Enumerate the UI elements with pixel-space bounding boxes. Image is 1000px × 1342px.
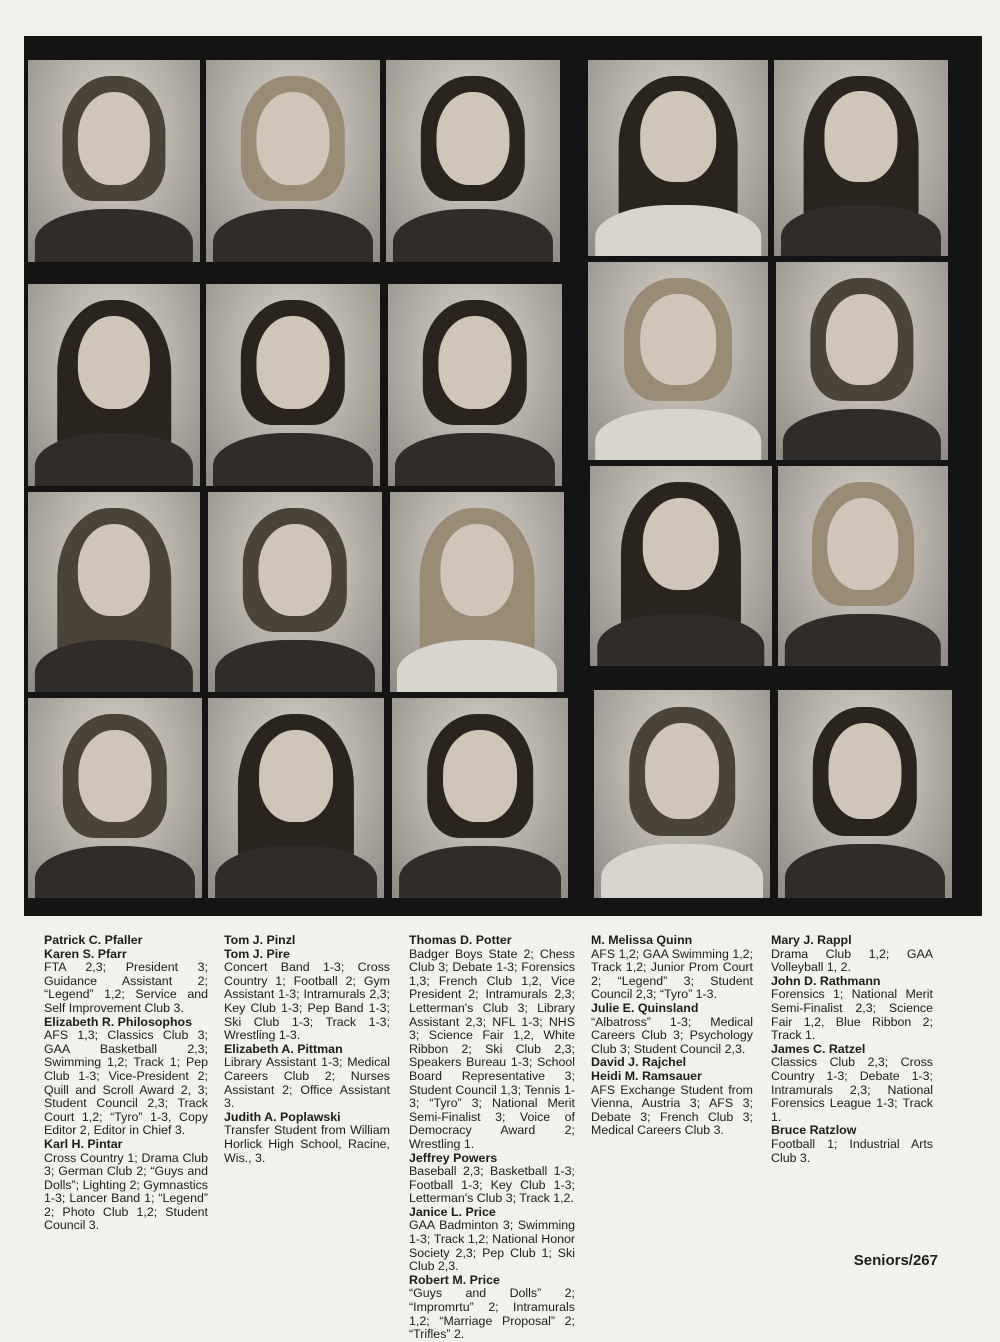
student-name: Jeffrey Powers [409,1150,498,1165]
portrait-photo [388,284,562,486]
portrait-photo [386,60,560,262]
student-name: Tom J. Pire [224,946,290,961]
portrait-photo [594,690,770,898]
student-name: John D. Rathmann [771,973,881,988]
student-name: Mary J. Rappl [771,933,852,947]
student-name: Bruce Ratzlow [771,1123,857,1138]
portrait-photo [208,698,384,898]
caption-column [771,934,933,1165]
student-name: Thomas D. Potter [409,933,512,947]
student-activities: “Albatross” 1-3; Medical Careers Club 3; Psychology Club 3; Student Council 2,3. [591,1014,753,1056]
student-activities: “Guys and Dolls” 2; “Impromrtu” 2; Intramurals 1,2; “Marriage Proposal” 2; “Trifles” 2. [409,1286,575,1342]
portrait-photo [588,60,768,256]
caption-column [224,934,390,1165]
caption-column [44,934,208,1233]
portrait-photo [206,284,380,486]
portrait-photo [28,492,200,692]
student-name: Judith A. Poplawski [224,1109,341,1124]
student-activities: Forensics 1; National Merit Semi-Finalist 2,3; Science Fair 1,2, Blue Ribbon 2; Track 1. [771,987,933,1043]
portrait-photo [390,492,564,692]
student-activities: Badger Boys State 2; Chess Club 3; Debate 1-3; Forensics 1,3; French Club 1,2, Vice President 2; Intramurals 2,3; Letterman's Club 3; Library Assistant 2,3; NFL 1-3; NHS 3; Science Fair 1,2, White Ribbon 2; Ski Club 2,3; Speakers Bureau 1-3; School Board Representative 3; Student Council 1,3; Tennis 1-3; “Tyro” 3; National Merit Semi-Finalist 3; Voice of Democracy Award 2; Wrestling 1. [409,946,575,1151]
student-activities: AFS 1,3; Classics Club 3; GAA Basketball 2,3; Swimming 1,2; Track 1; Pep Club 1-3; Vice-President 2; Quill and Scroll Award 2, 3; Student Council 2,3; Track Court 1,2; “Tyro” 1-3, Copy Editor 2, Editor in Chief 3. [44,1028,208,1138]
student-name: Tom J. Pinzl [224,933,296,947]
student-name: Elizabeth A. Pittman [224,1041,343,1056]
student-activities: AFS Exchange Student from Vienna, Austria 3; AFS 3; Debate 3; French Club 3; Medical Careers Club 3. [591,1082,753,1138]
student-activities: Concert Band 1-3; Cross Country 1; Football 2; Gym Assistant 1-3; Intramurals 2,3; Key Club 1-3; Pep Band 1-3; Ski Club 1-3; Track 1-3; Wrestling 1-3. [224,960,390,1043]
portrait-photo [28,698,202,898]
student-name: Julie E. Quinsland [591,1000,699,1015]
student-activities: Classics Club 2,3; Cross Country 1-3; Debate 1-3; Intramurals 2,3; National Forensics League 1-3; Track 1. [771,1055,933,1124]
student-name: David J. Rajchel [591,1055,687,1070]
student-name: Heidi M. Ramsauer [591,1068,702,1083]
portrait-photo [28,284,200,486]
student-name: Karl H. Pintar [44,1136,123,1151]
caption-column [591,934,753,1138]
student-activities: Football 1; Industrial Arts Club 3. [771,1136,933,1165]
portrait-photo [588,262,768,460]
portrait-photo [778,466,948,666]
student-activities: Library Assistant 1-3; Medical Careers Club 2; Nurses Assistant 2; Office Assistant 3. [224,1055,390,1111]
student-name: M. Melissa Quinn [591,933,693,947]
student-activities: Transfer Student from William Horlick High School, Racine, Wis., 3. [224,1123,390,1165]
portrait-photo [392,698,568,898]
portrait-photo [778,690,952,898]
student-name: Karen S. Pfarr [44,946,127,961]
student-activities: AFS 1,2; GAA Swimming 1,2; Track 1,2; Junior Prom Court 2; “Legend” 3; Student Council 2,3; “Tyro” 1-3. [591,946,753,1002]
student-activities: Drama Club 1,2; GAA Volleyball 1, 2. [771,946,933,975]
student-name: Janice L. Price [409,1204,496,1219]
page-folio: Seniors/267 [853,1252,938,1269]
portrait-photo [208,492,382,692]
student-name: Patrick C. Pfaller [44,933,143,947]
portrait-photo [28,60,200,262]
student-name: Elizabeth R. Philosophos [44,1014,193,1029]
portrait-photo [206,60,380,262]
portrait-photo [774,60,948,256]
caption-column [409,934,575,1342]
student-activities: GAA Badminton 3; Swimming 1-3; Track 1,2; National Honor Society 2,3; Pep Club 1; Ski Club 2,3. [409,1218,575,1274]
student-activities: FTA 2,3; President 3; Guidance Assistant 2; “Legend” 1,2; Service and Self Improvement Club 3. [44,960,208,1015]
student-name: James C. Ratzel [771,1041,866,1056]
student-name: Robert M. Price [409,1272,500,1287]
student-activities: Cross Country 1; Drama Club 3; German Club 2; “Guys and Dolls”; Lighting 2; Gymnastics 1-3; Lancer Band 1; “Legend” 2; Photo Club 1,2; Student Council 3. [44,1150,208,1233]
portrait-photo [590,466,772,666]
student-activities: Baseball 2,3; Basketball 1-3; Football 1-3; Key Club 1-3; Letterman's Club 3; Track 1,2. [409,1164,575,1206]
portrait-photo [776,262,948,460]
